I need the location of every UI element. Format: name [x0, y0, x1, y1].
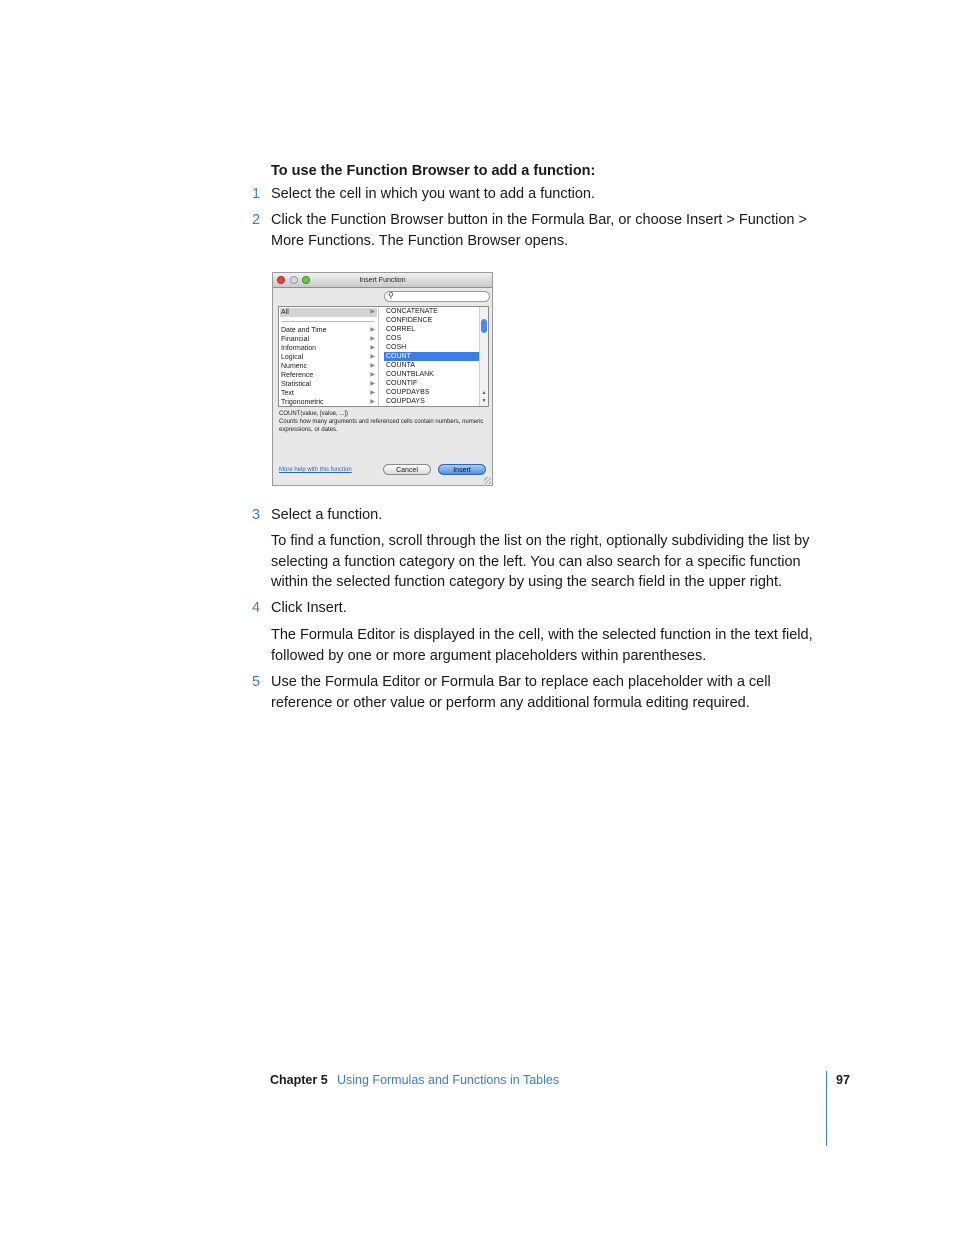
- function-item: COS: [386, 335, 402, 342]
- function-syntax: COUNT(value, [value, ...]): [279, 411, 349, 417]
- category-item: Reference ▶: [281, 372, 375, 379]
- function-summary: Counts how many arguments and referenced cells contain numbers, numeric expressions, or dates.: [279, 419, 484, 433]
- scroll-down-arrow-icon: ▼: [481, 398, 487, 404]
- category-item: Logical ▶: [281, 354, 375, 361]
- disclosure-arrow-icon: ▶: [370, 327, 375, 333]
- step-number: 2: [252, 212, 261, 228]
- dialog-titlebar: [273, 273, 492, 288]
- disclosure-arrow-icon: ▶: [370, 345, 375, 351]
- category-item: Numeric ▶: [281, 363, 375, 370]
- function-list-scrollbar: [479, 307, 488, 406]
- step-number: 3: [252, 507, 261, 523]
- disclosure-arrow-icon: ▶: [370, 399, 375, 405]
- disclosure-arrow-icon: ▶: [370, 309, 375, 315]
- step-text: Click Insert.: [271, 600, 347, 616]
- dialog-title: Insert Function: [359, 277, 406, 284]
- step-note: To find a function, scroll through the list on the right, optionally subdividing the list by selecting a function category on the left. You can also search for a specific function within the selected function category by using the search field in the upper right.: [271, 533, 810, 590]
- footer-chapter-title: Using Formulas and Functions in Tables: [337, 1073, 560, 1087]
- function-item: CONCATENATE: [386, 308, 438, 315]
- step-text: Click the Function Browser button in the Formula Bar, or choose Insert > Function > More Functions. The Function Browser opens.: [271, 212, 807, 249]
- category-item: All ▶: [281, 309, 375, 316]
- step-number: 4: [252, 600, 261, 616]
- category-item: Date and Time ▶: [281, 327, 375, 334]
- category-item: Trigonometric ▶: [281, 399, 375, 406]
- footer-chapter: Chapter 5: [270, 1073, 328, 1087]
- disclosure-arrow-icon: ▶: [370, 390, 375, 396]
- disclosure-arrow-icon: ▶: [370, 336, 375, 342]
- search-icon: ⚲: [388, 291, 394, 300]
- function-item: COUNTIF: [386, 380, 418, 387]
- section-heading: To use the Function Browser to add a function:: [271, 163, 596, 179]
- category-item: Information ▶: [281, 345, 375, 352]
- function-item-selected: COUNT: [384, 352, 480, 361]
- resize-grip-icon: [484, 477, 491, 484]
- function-item: COUNTA: [386, 362, 416, 369]
- more-help-link: More help with this function: [279, 467, 352, 473]
- function-item: COUPDAYBS: [386, 389, 430, 396]
- function-item: CORREL: [386, 326, 416, 333]
- disclosure-arrow-icon: ▶: [370, 372, 375, 378]
- step-note: The Formula Editor is displayed in the cell, with the selected function in the text field, followed by one or more argument placeholders within parentheses.: [271, 627, 813, 664]
- disclosure-arrow-icon: ▶: [370, 354, 375, 360]
- footer-divider: [826, 1071, 827, 1146]
- step-number: 5: [252, 674, 261, 690]
- disclosure-arrow-icon: ▶: [370, 381, 375, 387]
- page-number: 97: [836, 1073, 850, 1087]
- category-list: [279, 307, 379, 406]
- category-item: Text ▶: [281, 390, 375, 397]
- function-description: [279, 410, 487, 434]
- step-text: Use the Formula Editor or Formula Bar to replace each placeholder with a cell reference or other value or perform any additional formula editing required.: [271, 674, 771, 711]
- step-text: Select a function.: [271, 507, 383, 523]
- function-item: COUNTBLANK: [386, 371, 434, 378]
- step-number: 1: [252, 186, 261, 202]
- function-item: COUPDAYS: [386, 398, 425, 405]
- function-item: COSH: [386, 344, 407, 351]
- cancel-button: Cancel: [383, 464, 431, 475]
- insert-button: Insert: [438, 464, 486, 475]
- scroll-up-arrow-icon: ▲: [481, 390, 487, 396]
- category-item: Statistical ▶: [281, 381, 375, 388]
- insert-function-dialog-screenshot: [272, 272, 493, 486]
- step-text: Select the cell in which you want to add a function.: [271, 186, 596, 202]
- function-search-input: [384, 291, 490, 302]
- disclosure-arrow-icon: ▶: [370, 363, 375, 369]
- function-browser: [278, 306, 489, 407]
- scrollbar-thumb: [481, 319, 487, 333]
- category-divider: [282, 321, 374, 322]
- category-item: Financial ▶: [281, 336, 375, 343]
- function-item: CONFIDENCE: [386, 317, 433, 324]
- function-list: [384, 307, 480, 406]
